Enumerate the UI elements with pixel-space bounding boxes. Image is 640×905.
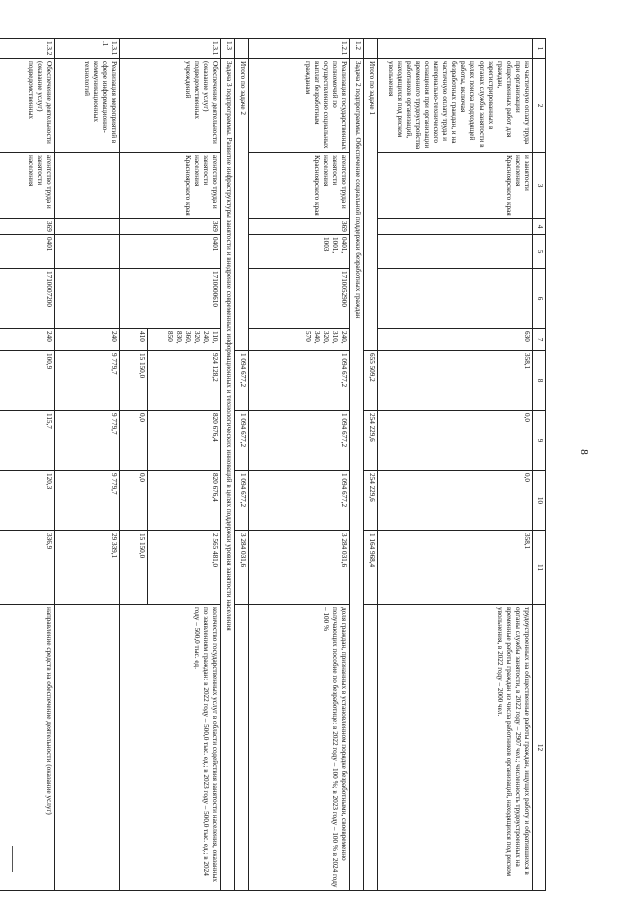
table-cell: 1710000610 xyxy=(120,269,221,329)
task-number: 1.3 xyxy=(221,39,235,59)
table-cell xyxy=(55,153,120,219)
empty-cell xyxy=(235,39,249,59)
table-row xyxy=(235,39,249,891)
header-cell: 7 xyxy=(533,329,546,351)
total-value: 1 094 677,2 xyxy=(235,411,249,471)
table-cell xyxy=(55,605,120,891)
table-row xyxy=(0,39,55,891)
empty-cell xyxy=(364,39,378,59)
table-cell: Реализация государственных полномочий по осуществлению социальных выплат безработным гражданам xyxy=(249,59,350,153)
table-cell: 3 284 031,6 xyxy=(249,531,350,605)
program-measures-table xyxy=(0,38,546,891)
split-cell xyxy=(120,471,221,531)
table-cell: Обеспечение деятельности (оказание услуг) подведомственных учреждений xyxy=(120,59,221,153)
cell-part: 110, 240, 320, 360, 830, 850 xyxy=(147,329,220,350)
table-cell: 1 094 677,2 xyxy=(249,351,350,411)
total-value: 3 284 031,6 xyxy=(235,531,249,605)
table-cell: 369 xyxy=(249,219,350,235)
total-value: 655 509,2 xyxy=(364,351,378,411)
total-value xyxy=(364,605,378,891)
table-cell: 9 779,7 xyxy=(55,411,120,471)
table-cell: доля граждан, признанных в установленном порядке безработными, своевременно получающих пособие по безработице: в 2022 году – 100 %; в 2023 году – 100 % в 2024 году – 100 % xyxy=(249,605,350,891)
cell-part: 410 xyxy=(138,331,146,342)
header-cell: 9 xyxy=(533,411,546,471)
header-cell: 6 xyxy=(533,269,546,329)
total-label: Итого по задаче 1 xyxy=(364,59,378,351)
table-cell: 369 xyxy=(0,219,55,235)
cell-part: 0,0 xyxy=(138,413,146,422)
table-cell: 1.3.1.1 xyxy=(55,39,120,59)
header-cell: 12 xyxy=(533,605,546,891)
cell-part: 0,0 xyxy=(138,473,146,482)
header-cell: 3 xyxy=(533,153,546,219)
table-row xyxy=(350,39,364,891)
table-cell: 9 779,7 xyxy=(55,471,120,531)
table-cell: 100,9 xyxy=(0,351,55,411)
table-cell: Обеспечение деятельности (оказание услуг) подведомственных xyxy=(0,59,55,153)
table-cell: Реализация мероприятий в сфере информационно-коммуникационных технологий xyxy=(55,59,120,153)
split-cell xyxy=(120,329,221,351)
cell-part: 924 128,2 xyxy=(147,351,220,410)
table-cell: и занятости населения Красноярского края xyxy=(378,153,533,219)
table-row xyxy=(249,39,350,891)
table-cell xyxy=(378,39,533,59)
table-cell: направление средств на обеспечение деятельности (оказание услуг) xyxy=(0,605,55,891)
table-cell xyxy=(378,269,533,329)
table-cell: 0401, 1001, 1003 xyxy=(249,235,350,269)
table-cell: трудоустроенных на общественные работы граждан, ищущих работу и обратившихся в органы службы занятости, в 2022 году – 2907 чел.; численность трудоустроенных на временные работы граждан из числа работников организаций, находящихся под риском увольнения, в 2022 году – 2000 чел. xyxy=(378,605,533,891)
table-cell: 1.3.1 xyxy=(120,39,221,59)
table-cell: агентство труда и занятости населения Красноярского края xyxy=(120,153,221,219)
total-value: 1 094 677,2 xyxy=(235,471,249,531)
table-cell: 630 xyxy=(378,329,533,351)
table-cell xyxy=(378,219,533,235)
table-cell xyxy=(55,235,120,269)
table-cell: 240 xyxy=(0,329,55,351)
task-title: Задача 2 подпрограммы. Обеспечение социальной поддержки безработных граждан xyxy=(350,59,364,891)
table-cell: 9 779,7 xyxy=(55,351,120,411)
table-cell xyxy=(55,219,120,235)
table-cell: 369 xyxy=(120,219,221,235)
split-cell xyxy=(120,531,221,605)
cell-part: 820 676,4 xyxy=(147,411,220,470)
split-cell xyxy=(120,411,221,471)
header-cell: 4 xyxy=(533,219,546,235)
table-cell: 358,1 xyxy=(378,531,533,605)
header-cell: 2 xyxy=(533,59,546,153)
header-row xyxy=(533,39,546,891)
table-row xyxy=(55,39,120,891)
table-row xyxy=(378,39,533,891)
table-cell: агентство труда и занятости населения xyxy=(0,153,55,219)
split-cell xyxy=(120,351,221,411)
task-title: Задача 3 подпрограммы. Развитие инфраструктуры занятости и внедрение современных информационных и технологических инноваций в целях поддержки уровня занятости населения xyxy=(221,59,235,891)
table-cell: 358,1 xyxy=(378,351,533,411)
table-row xyxy=(120,39,221,891)
table-row xyxy=(221,39,235,891)
header-cell: 1 xyxy=(533,39,546,59)
cell-part: 15 150,0 xyxy=(138,533,146,559)
table-cell: 0,0 xyxy=(378,411,533,471)
table-cell: 0401 xyxy=(0,235,55,269)
total-value: 1 094 677,2 xyxy=(235,351,249,411)
table-cell: 0401 xyxy=(120,235,221,269)
table-cell: 240, 310, 320, 340, 570 xyxy=(249,329,350,351)
table-cell: 29 339,1 xyxy=(55,531,120,605)
table-cell xyxy=(55,269,120,329)
cell-part: 2 565 481,0 xyxy=(147,531,220,604)
table-cell: 1.2.1 xyxy=(249,39,350,59)
total-value: 1 164 968,4 xyxy=(364,531,378,605)
total-value xyxy=(235,605,249,891)
table-cell: количество государственных услуг в области содействия занятости населения, оказанных по заявлениям граждан: в 2022 году – 500,0 тыс. ед.; в 2023 году – 500,0 тыс. ед.; в 2024 году – 500,0 тыс. ед. xyxy=(120,605,221,891)
header-cell: 8 xyxy=(533,351,546,411)
header-cell: 11 xyxy=(533,531,546,605)
total-value: 254 229,6 xyxy=(364,411,378,471)
header-cell: 5 xyxy=(533,235,546,269)
table-cell: агентство труда и занятости населения Красноярского края xyxy=(249,153,350,219)
cell-part: 15 150,0 xyxy=(138,353,146,379)
cell-part: 820 676,4 xyxy=(147,471,220,530)
table-cell: 115,7 xyxy=(0,411,55,471)
table-cell: 1.3.2 xyxy=(0,39,55,59)
table-cell: 0,0 xyxy=(378,471,533,531)
table-container xyxy=(26,38,546,888)
table-cell: 120,3 xyxy=(0,471,55,531)
table-cell: 1 094 677,2 xyxy=(249,411,350,471)
total-label: Итого по задаче 2 xyxy=(235,59,249,351)
table-cell: 336,9 xyxy=(0,531,55,605)
table-row xyxy=(364,39,378,891)
table-cell xyxy=(378,235,533,269)
table-cell: 240 xyxy=(55,329,120,351)
total-value: 254 229,6 xyxy=(364,471,378,531)
table-cell: на частичную оплату труда при организации общественных работ для граждан, зарегистрированных в органах службы занятости в целях поиска подходящей работы, включая безработных граждан, и на частичную оплату труда и материально-технического оснащения при организации временного трудоустройства работников организаций, находящихся под риском увольнения xyxy=(378,59,533,153)
header-cell: 10 xyxy=(533,471,546,531)
task-number: 1.2 xyxy=(350,39,364,59)
page-number: 8 xyxy=(578,449,590,455)
rotated-sheet xyxy=(26,38,546,888)
table-cell: 1710052900 xyxy=(249,269,350,329)
table-cell: 1710007200 xyxy=(0,269,55,329)
table-cell: 1 094 677,2 xyxy=(249,471,350,531)
